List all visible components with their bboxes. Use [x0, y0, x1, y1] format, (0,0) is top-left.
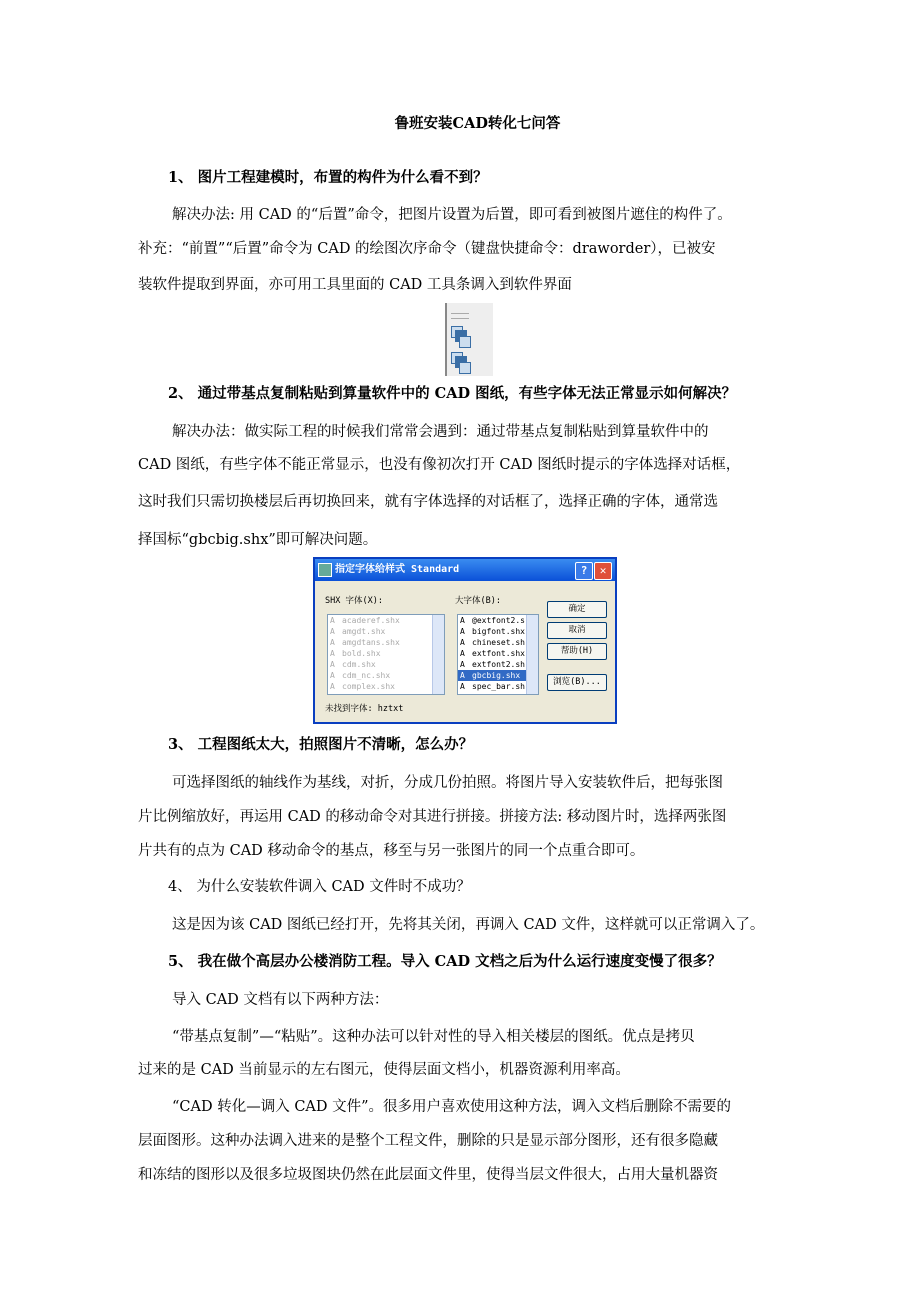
answer-2-line: 择国标“gbcbig.shx”即可解决问题。	[138, 532, 378, 548]
list-item[interactable]: A spec_bar.sh	[458, 681, 538, 692]
list-item: A acaderef.shx	[328, 615, 444, 626]
answer-2-line: CAD 图纸，有些字体不能正常显示，也没有像初次打开 CAD 图纸时提示的字体选择对话框，	[138, 457, 741, 473]
list-item[interactable]: A extfont.shx	[458, 648, 538, 659]
answer-2-line: 这时我们只需切换楼层后再切换回来，就有字体选择的对话框了，选择正确的字体，通常选	[138, 494, 718, 510]
help-button[interactable]: 帮助(H)	[547, 643, 607, 660]
draworder-toolbar-image	[445, 303, 493, 376]
answer-1-line: 解决办法: 用 CAD 的“后置”命令，把图片设置为后置，即可看到被图片遮住的构件了。	[172, 207, 732, 223]
answer-3-line: 片共有的点为 CAD 移动命令的基点，移至与另一张图片的同一个点重合即可。	[138, 843, 645, 859]
help-icon[interactable]: ?	[575, 562, 593, 580]
question-5-heading: 5、 我在做个高层办公楼消防工程。导入 CAD 文档之后为什么运行速度变慢了很多？	[168, 953, 722, 970]
question-2-heading: 2、 通过带基点复制粘贴到算量软件中的 CAD 图纸，有些字体无法正常显示如何解决？	[168, 385, 737, 402]
answer-3-line: 可选择图纸的轴线作为基线，对折，分成几份拍照。将图片导入安装软件后，把每张图	[172, 775, 723, 791]
list-item[interactable]: A extfont2.sh	[458, 659, 538, 670]
answer-4-line: 这是因为该 CAD 图纸已经打开，先将其关闭，再调入 CAD 文件，这样就可以正常调入了。	[172, 917, 765, 933]
question-4-heading: 4、 为什么安装软件调入 CAD 文件时不成功？	[168, 879, 471, 895]
bigfont-label: 大字体(B):	[455, 596, 501, 606]
question-3-heading: 3、 工程图纸太大，拍照图片不清晰，怎么办？	[168, 736, 474, 753]
shx-font-list[interactable]	[327, 614, 445, 695]
bigfont-list[interactable]	[457, 614, 539, 695]
cancel-button[interactable]: 取消	[547, 622, 607, 639]
list-item: A bold.shx	[328, 648, 444, 659]
list-item: A cdm.shx	[328, 659, 444, 670]
answer-5-line: “带基点复制”—“粘贴”。这种办法可以针对性的导入相关楼层的图纸。优点是拷贝	[172, 1029, 695, 1045]
toolbar-grip-icon	[451, 313, 469, 319]
list-item[interactable]: A chineset.sh	[458, 637, 538, 648]
list-item: A cdm_nc.shx	[328, 670, 444, 681]
dialog-title-bar	[315, 559, 615, 581]
answer-5-line: 过来的是 CAD 当前显示的左右图元，使得层面文档小，机器资源利用率高。	[138, 1062, 630, 1078]
answer-5-line: “CAD 转化—调入 CAD 文件”。很多用户喜欢使用这种方法，调入文档后删除不需要的	[172, 1099, 732, 1115]
answer-2-line: 解决办法：做实际工程的时候我们常常会遇到：通过带基点复制粘贴到算量软件中的	[172, 424, 709, 440]
font-style-dialog-screenshot	[313, 557, 617, 724]
dialog-title: 指定字体给样式 Standard	[335, 564, 460, 575]
list-item[interactable]: A @extfont2.s	[458, 615, 538, 626]
list-item: A amgdtans.shx	[328, 637, 444, 648]
list-item: A complex.shx	[328, 681, 444, 692]
ok-button[interactable]: 确定	[547, 601, 607, 618]
answer-5-line: 和冻结的图形以及很多垃圾图块仍然在此层面文件里，使得当层文件很大，占用大量机器资	[138, 1167, 718, 1183]
answer-1-line: 装软件提取到界面，亦可用工具里面的 CAD 工具条调入到软件界面	[138, 277, 572, 293]
font-not-found-text: 未找到字体: hztxt	[325, 704, 404, 714]
answer-5-line: 导入 CAD 文档有以下两种方法：	[172, 992, 389, 1008]
answer-5-line: 层面图形。这种办法调入进来的是整个工程文件，删除的只是显示部分图形，还有很多隐藏	[138, 1133, 718, 1149]
document-title: 鲁班安装CAD转化七问答	[394, 115, 561, 132]
question-1-heading: 1、 图片工程建模时，布置的构件为什么看不到？	[168, 169, 488, 186]
browse-button[interactable]: 浏览(B)...	[547, 674, 607, 691]
shx-font-label: SHX 字体(X):	[325, 596, 383, 606]
answer-1-line: 补充：“前置”“后置”命令为 CAD 的绘图次序命令（键盘快捷命令：draworder），已被安	[138, 241, 716, 257]
scrollbar[interactable]	[432, 615, 444, 694]
list-item-selected[interactable]: A gbcbig.shx	[458, 670, 538, 681]
answer-3-line: 片比例缩放好，再运用 CAD 的移动命令对其进行拼接。拼接方法: 移动图片时，选择两张图	[138, 809, 727, 825]
list-item: A amgdt.shx	[328, 626, 444, 637]
app-icon	[318, 563, 332, 577]
scrollbar[interactable]	[526, 615, 538, 694]
list-item[interactable]: A bigfont.shx	[458, 626, 538, 637]
close-icon[interactable]: ✕	[594, 562, 612, 580]
